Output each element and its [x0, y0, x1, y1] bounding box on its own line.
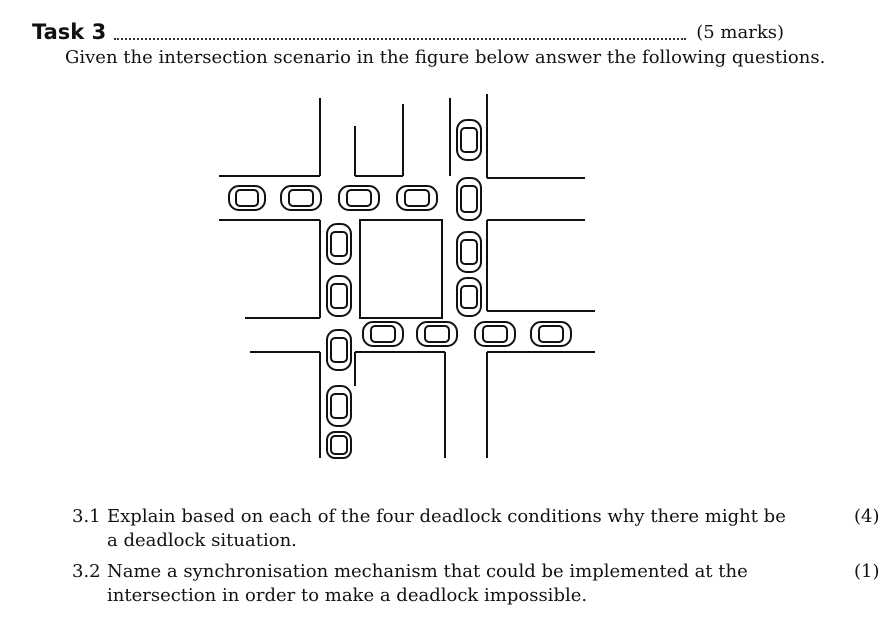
task-marks: (5 marks) [696, 22, 784, 43]
question-number: 3.2 [72, 561, 101, 582]
question-points: (1) [854, 561, 880, 582]
intersection-deadlock-figure [205, 86, 605, 466]
car-icon [327, 276, 351, 316]
car-icon [327, 330, 351, 370]
car-icon [457, 178, 481, 220]
center-block [360, 220, 442, 318]
question-points: (4) [854, 506, 880, 527]
car-icon [457, 232, 481, 272]
question-text: Name a synchronisation mechanism that could be implemented at the intersection in order to make a deadlock impossible. [107, 561, 748, 606]
road-lines [219, 94, 595, 458]
dotted-leader [114, 38, 686, 40]
car-icon [363, 322, 403, 346]
car-icon [457, 278, 481, 316]
car-icon [327, 224, 351, 264]
car-icon [339, 186, 379, 210]
task-intro: Given the intersection scenario in the figure below answer the following questions. [65, 47, 826, 68]
question-number: 3.1 [72, 506, 101, 527]
car-icon [475, 322, 515, 346]
car-icon [229, 186, 265, 210]
car-icon [281, 186, 321, 210]
cars [229, 120, 571, 458]
car-icon [327, 386, 351, 426]
task-header [32, 20, 784, 48]
car-icon [417, 322, 457, 346]
question-text: Explain based on each of the four deadlock conditions why there might be a deadlock situation. [107, 506, 786, 551]
car-icon [327, 432, 351, 458]
task-title: Task 3 [32, 20, 107, 44]
car-icon [397, 186, 437, 210]
car-icon [531, 322, 571, 346]
car-icon [457, 120, 481, 160]
